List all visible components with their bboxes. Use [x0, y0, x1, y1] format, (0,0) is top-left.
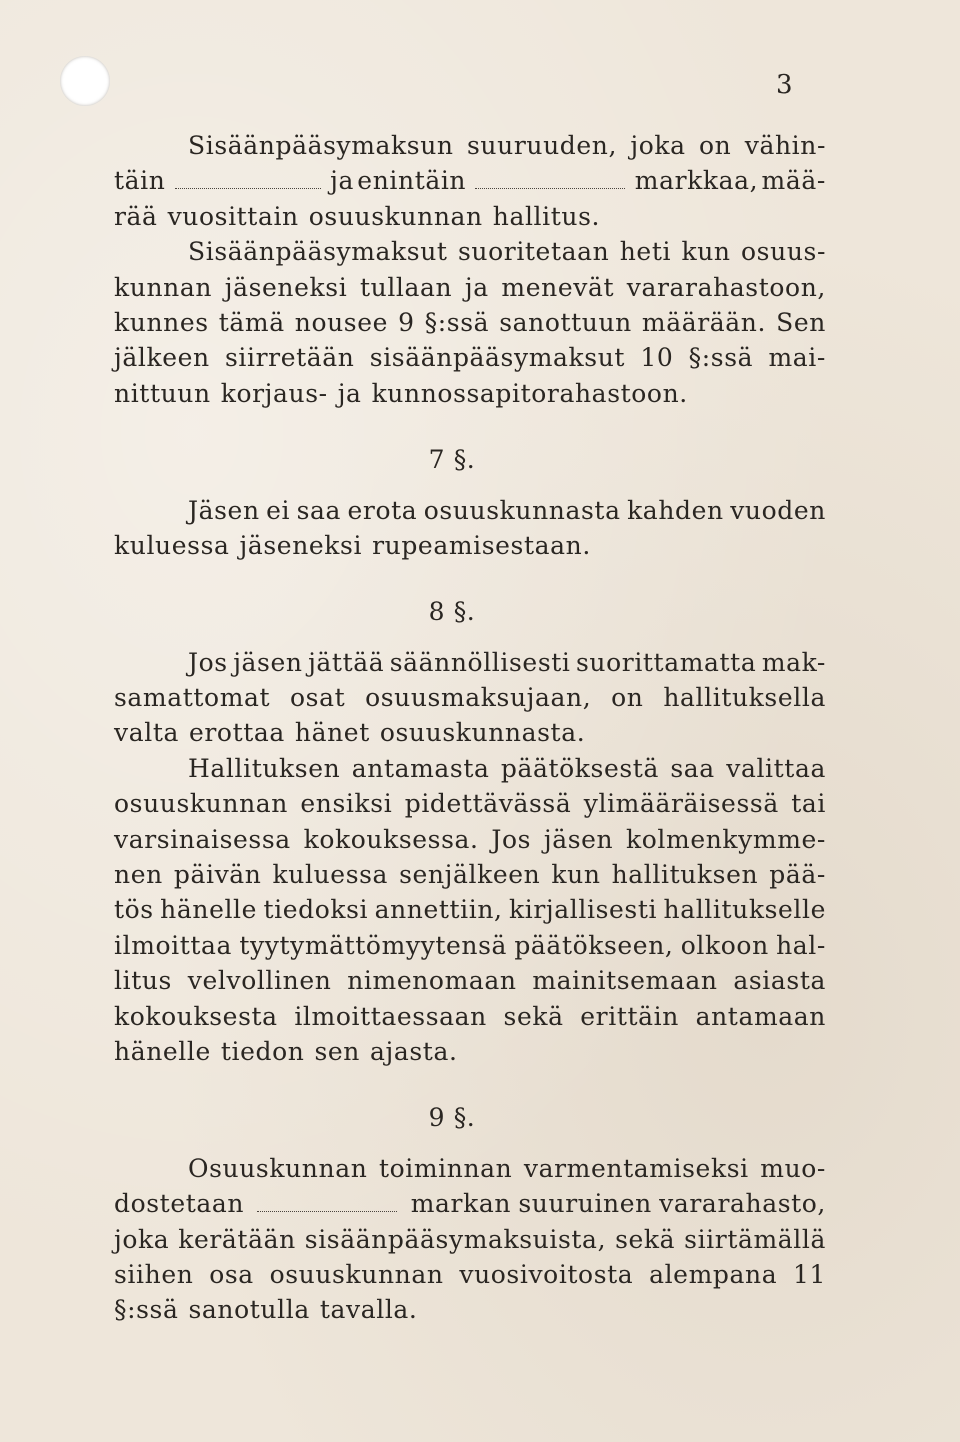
text-line: Osuuskunnan toiminnan varmentamiseksi muo-	[188, 1153, 826, 1183]
body-text	[114, 128, 826, 1328]
text-line: kunnes tämä nousee 9 §:ssä sanottuun määrään. Sen	[114, 307, 826, 337]
blank-fill-line	[175, 174, 321, 189]
text-line: dostetaan markan suuruinen vararahasto,	[114, 1189, 826, 1219]
blank-fill-line	[475, 174, 625, 189]
text-line: kokouksesta ilmoittaessaan sekä erittäin antamaan	[114, 1001, 826, 1031]
text-line: valta erottaa hänet osuuskunnasta.	[114, 718, 586, 748]
text-line: joka kerätään sisäänpääsymaksuista, sekä siirtämällä	[114, 1224, 826, 1254]
text-line: jälkeen siirretään sisäänpääsymaksut 10 §:ssä mai-	[114, 343, 826, 373]
text-line: nen päivän kuluessa senjälkeen kun hallituksen pää-	[114, 860, 826, 890]
text-line: Jos jäsen jättää säännöllisesti suorittamatta mak-	[188, 647, 826, 677]
text-line: rää vuosittain osuuskunnan hallitus.	[114, 201, 601, 231]
text-line: litus velvollinen nimenomaan mainitsemaan asiasta	[114, 966, 826, 996]
text-line: tös hänelle tiedoksi annettiin, kirjallisesti hallitukselle	[114, 895, 826, 925]
text-line: ilmoittaa tyytymättömyytensä päätökseen, olkoon hal-	[114, 930, 826, 960]
section-heading-7: 7 §.	[428, 445, 476, 475]
section-heading-9: 9 §.	[428, 1103, 476, 1133]
text-line: nittuun korjaus- ja kunnossapitorahastoon.	[114, 378, 688, 408]
punch-hole	[60, 56, 110, 106]
text-line: Hallituksen antamasta päätöksestä saa valittaa	[188, 753, 826, 783]
text-line: hänelle tiedon sen ajasta.	[114, 1036, 458, 1066]
text-line: §:ssä sanotulla tavalla.	[114, 1295, 418, 1325]
page-number: 3	[776, 70, 794, 100]
blank-fill-line	[257, 1197, 397, 1212]
text-line: kunnan jäseneksi tullaan ja menevät vararahastoon,	[114, 272, 826, 302]
text-line: kuluessa jäseneksi rupeamisestaan.	[114, 530, 591, 560]
text-line: Sisäänpääsymaksut suoritetaan heti kun osuus-	[188, 237, 826, 267]
text-line: siihen osa osuuskunnan vuosivoitosta alempana 11	[114, 1259, 826, 1289]
text-line: Jäsen ei saa erota osuuskunnasta kahden vuoden	[188, 495, 826, 525]
text-line: osuuskunnan ensiksi pidettävässä ylimääräisessä tai	[114, 789, 826, 819]
text-line: varsinaisessa kokouksessa. Jos jäsen kolmenkymme-	[114, 824, 826, 854]
section-heading-8: 8 §.	[428, 597, 476, 627]
text-line: täin ja enintäin markkaa, mää-	[114, 166, 826, 196]
text-line: samattomat osat osuusmaksujaan, on hallituksella	[114, 683, 826, 713]
text-line: Sisäänpääsymaksun suuruuden, joka on vähin-	[188, 131, 826, 160]
